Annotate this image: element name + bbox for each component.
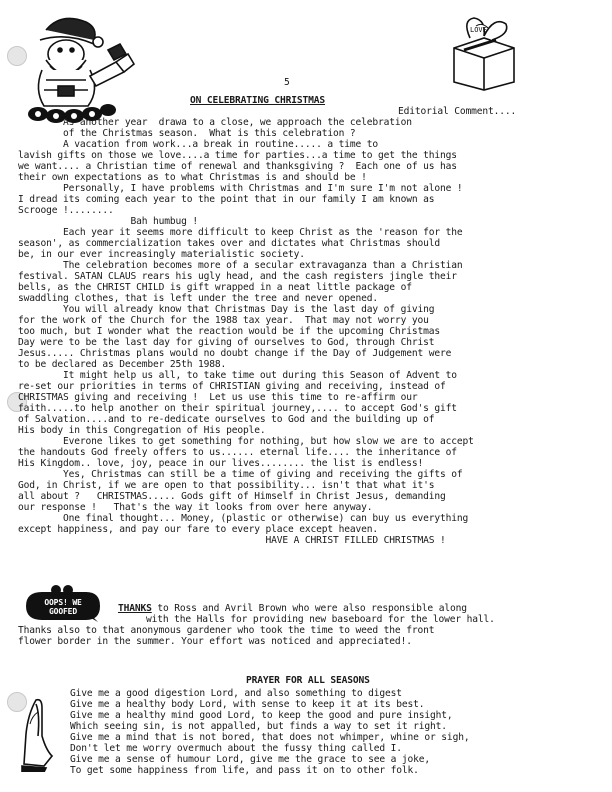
editorial-line: faith.....to help another on their spiritual journey,.... to accept God's gift <box>18 403 457 414</box>
editorial-line: the handouts God freely offers to us...... eternal life.... the inheritance of <box>18 447 457 458</box>
prayer-line: Give me a healthy body Lord, with sense to keep it at its best. <box>70 699 425 710</box>
editorial-line: God, in Christ, if we are open to that possibility... isn't that what it's <box>18 480 435 491</box>
editorial-title: ON CELEBRATING CHRISTMAS <box>190 95 326 106</box>
editorial-line: Jesus..... Christmas plans would no doubt change if the Day of Judgement were <box>18 348 452 359</box>
editorial-line: season', as commercialization takes over and dictates what Christmas should <box>18 238 440 249</box>
editorial-line: The celebration becomes more of a secular extravaganza than a Christian <box>18 260 463 271</box>
editorial-line: all about ? CHRISTMAS..... Gods gift of Himself in Christ Jesus, demanding <box>18 491 446 502</box>
thanks-line-2: with the Halls for providing new baseboard for the lower hall. <box>146 614 495 625</box>
editorial-line: One final thought... Money, (plastic or otherwise) can buy us everything <box>18 513 469 524</box>
editorial-line: of the Christmas season. What is this celebration ? <box>18 128 356 139</box>
page-number: 5 <box>284 77 290 88</box>
editorial-line: I dread its coming each year to the point that in our family I am known as <box>18 194 435 205</box>
editorial-line: Each year it seems more difficult to keep Christ as the 'reason for the <box>18 227 463 238</box>
editorial-line: Personally, I have problems with Christmas and I'm sure I'm not alone ! <box>18 183 463 194</box>
editorial-line: Yes, Christmas can still be a time of giving and receiving the gifts of <box>18 469 463 480</box>
editorial-line: You will already know that Christmas Day is the last day of giving <box>18 304 435 315</box>
editorial-line: lavish gifts on those we love....a time for parties...a time to get the things <box>18 150 457 161</box>
editorial-line: His body in this Congregation of His people. <box>18 425 266 436</box>
prayer-line: To get some happiness from life, and pass it on to other folk. <box>70 765 419 776</box>
thanks-line-4: flower border in the summer. Your effort was noticed and appreciated!. <box>18 636 412 647</box>
thanks-line-3: Thanks also to that anonymous gardener who took the time to weed the front <box>18 625 435 636</box>
editorial-byline: Editorial Comment.... <box>398 106 517 117</box>
editorial-line: Scrooge !........ <box>18 205 114 216</box>
praying-hands-icon <box>16 694 60 772</box>
gift-tag-text: LOVE <box>470 26 487 34</box>
editorial-line: swaddling clothes, that is left under the tree and never opened. <box>18 293 379 304</box>
editorial-line: too much, but I wonder what the reaction would be if the upcoming Christmas <box>18 326 440 337</box>
editorial-line: It might help us all, to take time out during this Season of Advent to <box>18 370 457 381</box>
editorial-line: A vacation from work...a break in routine..... a time to <box>18 139 379 150</box>
editorial-line: His Kingdom.. love, joy, peace in our lives........ the list is endless! <box>18 458 424 469</box>
prayer-line: Which seeing sin, is not appalled, but finds a way to set it right. <box>70 721 447 732</box>
prayer-line: Give me a sense of humour Lord, give me the grace to see a joke, <box>70 754 431 765</box>
prayer-line: Give me a good digestion Lord, and also something to digest <box>70 688 402 699</box>
editorial-line: HAVE A CHRIST FILLED CHRISTMAS ! <box>18 535 446 546</box>
editorial-line: re-set our priorities in terms of CHRISTIAN giving and receiving, instead of <box>18 381 446 392</box>
prayer-line: Don't let me worry overmuch about the fussy thing called I. <box>70 743 402 754</box>
editorial-line: their own expectations as to what Christmas is and should be ! <box>18 172 367 183</box>
editorial-line: of Salvation....and to re-dedicate ourselves to God and the building up of <box>18 414 435 425</box>
prayer-line: Give me a mind that is not bored, that does not whimper, whine or sigh, <box>70 732 470 743</box>
editorial-line: be, in our ever increasingly materialistic society. <box>18 249 305 260</box>
prayer-line: Give me a healthy mind good Lord, to keep the good and pure insight, <box>70 710 453 721</box>
prayer-title: PRAYER FOR ALL SEASONS <box>246 675 370 686</box>
santa-clipart-icon <box>16 10 144 128</box>
editorial-line: to be declared as December 25th 1988. <box>18 359 227 370</box>
editorial-line: our response ! That's the way it looks from over here anyway. <box>18 502 373 513</box>
thanks-line <box>118 603 467 614</box>
thanks-line-1: to Ross and Avril Brown who were also responsible along <box>151 603 467 614</box>
editorial-line: Day were to be the last day for giving of ourselves to God, through Christ <box>18 337 435 348</box>
editorial-line: CHRISTMAS giving and receiving ! Let us use this time to re-affirm our <box>18 392 418 403</box>
editorial-line: except happiness, and pay our fare to every place except heaven. <box>18 524 379 535</box>
editorial-line: festival. SATAN CLAUS rears his ugly head, and the cash registers jingle their <box>18 271 457 282</box>
editorial-line: bells, as the CHRIST CHILD is gift wrapped in a neat little package of <box>18 282 412 293</box>
oops-badge-text: OOPS! WE GOOFED <box>44 598 82 616</box>
thanks-word: THANKS <box>118 603 152 614</box>
editorial-line: As another year drawa to a close, we approach the celebration <box>18 117 412 128</box>
editorial-line: we want.... a Christian time of renewal and thanksgiving ? Each one of us has <box>18 161 457 172</box>
gift-box-icon <box>440 12 528 92</box>
editorial-line: Bah humbug ! <box>18 216 199 227</box>
editorial-line: for the work of the Church for the 1988 tax year. That may not worry you <box>18 315 429 326</box>
editorial-line: Everone likes to get something for nothing, but how slow we are to accept <box>18 436 474 447</box>
